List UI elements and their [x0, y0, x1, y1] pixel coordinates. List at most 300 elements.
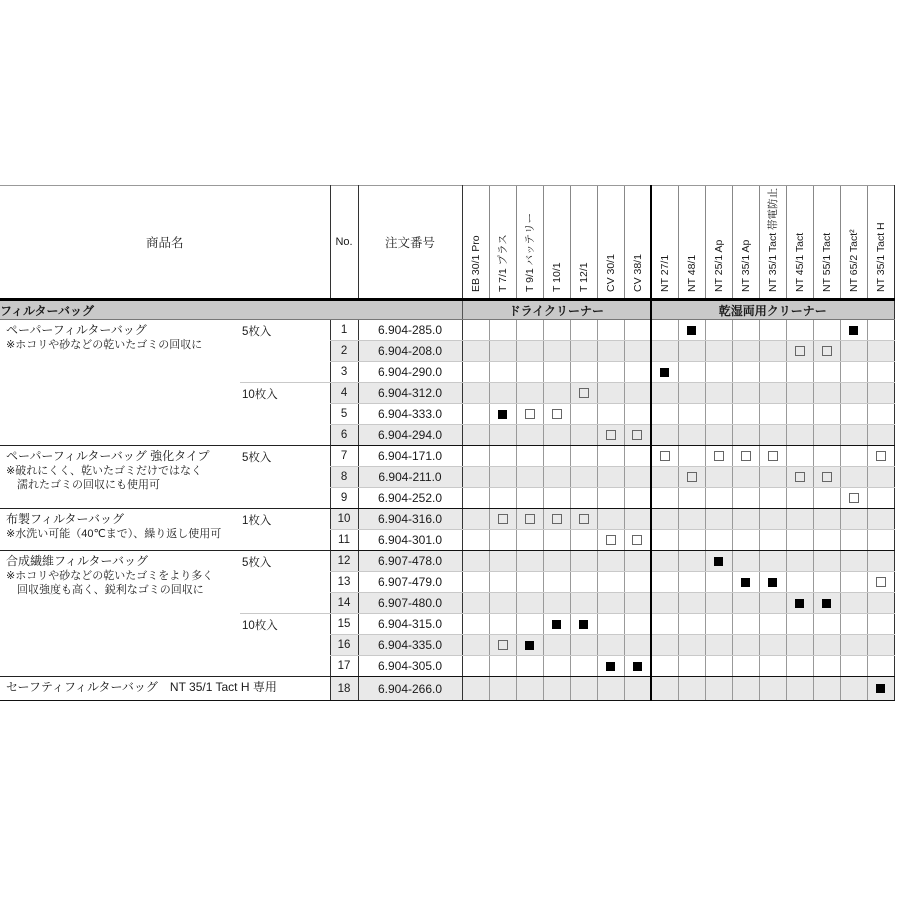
compatibility-cell — [678, 509, 705, 530]
compatibility-filled-mark — [822, 599, 831, 608]
compatibility-cell — [489, 488, 516, 509]
compatibility-cell — [624, 320, 651, 341]
compatibility-empty-mark — [498, 514, 508, 524]
model-name-vertical-label: NT 35/1 Tact 帯電防止 — [766, 187, 779, 292]
model-column-header — [813, 186, 840, 300]
compatibility-filled-mark — [714, 557, 723, 566]
product-note: 回収強度も高く、鋭利なゴミの回収に — [6, 584, 204, 597]
compatibility-cell — [516, 635, 543, 656]
compatibility-cell — [786, 383, 813, 404]
compatibility-cell — [678, 383, 705, 404]
order-number: 6.904-211.0 — [358, 467, 462, 488]
compatibility-cell — [678, 656, 705, 677]
compatibility-cell — [516, 509, 543, 530]
compatibility-cell — [462, 467, 489, 488]
compatibility-cell — [570, 446, 597, 467]
row-number: 18 — [330, 677, 358, 701]
compatibility-cell — [516, 341, 543, 362]
compatibility-cell — [651, 488, 678, 509]
compatibility-cell — [678, 614, 705, 635]
row-number: 10 — [330, 509, 358, 530]
model-name-vertical-label: CV 38/1 — [631, 254, 644, 292]
compatibility-cell — [786, 509, 813, 530]
compatibility-cell — [570, 677, 597, 701]
model-column-header — [624, 186, 651, 300]
compatibility-cell — [732, 362, 759, 383]
compatibility-cell — [759, 635, 786, 656]
compatibility-cell — [543, 572, 570, 593]
compatibility-cell — [867, 677, 894, 701]
compatibility-empty-mark — [822, 472, 832, 482]
compatibility-cell — [624, 572, 651, 593]
compatibility-cell — [516, 488, 543, 509]
compatibility-cell — [840, 530, 867, 551]
compatibility-cell — [489, 362, 516, 383]
model-column-header — [489, 186, 516, 300]
compatibility-cell — [543, 530, 570, 551]
compatibility-cell — [786, 467, 813, 488]
compatibility-cell — [867, 656, 894, 677]
order-number: 6.904-266.0 — [358, 677, 462, 701]
row-number: 3 — [330, 362, 358, 383]
compatibility-cell — [840, 425, 867, 446]
no-header: No. — [330, 186, 358, 300]
compatibility-empty-mark — [876, 577, 886, 587]
compatibility-cell — [462, 320, 489, 341]
model-name-vertical-label: NT 65/2 Tact² — [847, 229, 860, 292]
model-column-header — [786, 186, 813, 300]
model-name-vertical-label: NT 45/1 Tact — [793, 232, 806, 292]
compatibility-cell — [813, 551, 840, 572]
model-name-vertical-label: NT 35/1 Ap — [739, 239, 752, 292]
compatibility-filled-mark — [687, 326, 696, 335]
compatibility-cell — [867, 488, 894, 509]
compatibility-cell — [759, 362, 786, 383]
model-name-vertical-label: NT 35/1 Tact H — [874, 222, 887, 292]
compatibility-cell — [570, 572, 597, 593]
compatibility-filled-mark — [741, 578, 750, 587]
product-name: 合成繊維フィルターバッグ — [6, 554, 148, 568]
compatibility-cell — [705, 488, 732, 509]
compatibility-empty-mark — [687, 472, 697, 482]
compatibility-cell — [543, 467, 570, 488]
compatibility-cell — [840, 488, 867, 509]
order-number: 6.904-315.0 — [358, 614, 462, 635]
order-number: 6.904-208.0 — [358, 341, 462, 362]
compatibility-cell — [759, 341, 786, 362]
compatibility-cell — [705, 551, 732, 572]
compatibility-cell — [678, 362, 705, 383]
compatibility-cell — [651, 635, 678, 656]
dry-cleaner-group-label: ドライクリーナー — [462, 300, 651, 320]
compatibility-cell — [570, 362, 597, 383]
compatibility-cell — [543, 446, 570, 467]
compatibility-cell — [624, 488, 651, 509]
compatibility-cell — [570, 551, 597, 572]
row-number: 12 — [330, 551, 358, 572]
compatibility-cell — [732, 383, 759, 404]
order-number: 6.904-316.0 — [358, 509, 462, 530]
compatibility-cell — [543, 404, 570, 425]
section-row — [0, 300, 894, 320]
compatibility-empty-mark — [552, 409, 562, 419]
compatibility-filled-mark — [552, 620, 561, 629]
compatibility-cell — [732, 635, 759, 656]
section-title: フィルターバッグ — [0, 300, 462, 320]
order-number: 6.904-335.0 — [358, 635, 462, 656]
compatibility-cell — [624, 404, 651, 425]
compatibility-cell — [597, 509, 624, 530]
model-name-vertical-label: NT 25/1 Ap — [712, 239, 725, 292]
row-number: 11 — [330, 530, 358, 551]
compatibility-cell — [678, 404, 705, 425]
compatibility-cell — [624, 656, 651, 677]
compatibility-cell — [786, 446, 813, 467]
order-number: 6.904-171.0 — [358, 446, 462, 467]
compatibility-cell — [786, 425, 813, 446]
compatibility-cell — [489, 320, 516, 341]
compatibility-cell — [489, 656, 516, 677]
compatibility-cell — [840, 341, 867, 362]
compatibility-cell — [462, 635, 489, 656]
compatibility-cell — [462, 551, 489, 572]
compatibility-cell — [732, 509, 759, 530]
compatibility-cell — [759, 425, 786, 446]
row-number: 2 — [330, 341, 358, 362]
compatibility-cell — [840, 509, 867, 530]
compatibility-cell — [597, 614, 624, 635]
order-number: 6.904-294.0 — [358, 425, 462, 446]
compatibility-cell — [543, 509, 570, 530]
compatibility-cell — [786, 362, 813, 383]
row-number: 5 — [330, 404, 358, 425]
compatibility-cell — [786, 551, 813, 572]
compatibility-cell — [759, 530, 786, 551]
compatibility-cell — [489, 404, 516, 425]
compatibility-cell — [867, 509, 894, 530]
compatibility-cell — [597, 425, 624, 446]
row-number: 16 — [330, 635, 358, 656]
compatibility-cell — [624, 530, 651, 551]
order-number: 6.904-301.0 — [358, 530, 462, 551]
compatibility-cell — [867, 425, 894, 446]
compatibility-cell — [840, 572, 867, 593]
compatibility-empty-mark — [525, 409, 535, 419]
product-note: ※水洗い可能（40℃まで）、繰り返し使用可 — [6, 528, 222, 540]
model-name-vertical-label: T 10/1 — [550, 262, 563, 292]
compatibility-cell — [840, 467, 867, 488]
model-column-header — [705, 186, 732, 300]
compatibility-empty-mark — [579, 514, 589, 524]
model-column-header — [732, 186, 759, 300]
compatibility-cell — [786, 572, 813, 593]
compatibility-cell — [597, 551, 624, 572]
compatibility-empty-mark — [714, 451, 724, 461]
compatibility-cell — [867, 635, 894, 656]
catalog-page — [0, 185, 894, 701]
compatibility-cell — [462, 656, 489, 677]
compatibility-cell — [516, 467, 543, 488]
compatibility-cell — [678, 677, 705, 701]
compatibility-cell — [813, 341, 840, 362]
compatibility-cell — [732, 446, 759, 467]
model-name-vertical-label: EB 30/1 Pro — [469, 235, 482, 292]
model-column-header — [867, 186, 894, 300]
product-name-header: 商品名 — [0, 186, 330, 300]
compatibility-cell — [651, 572, 678, 593]
compatibility-cell — [543, 341, 570, 362]
compatibility-cell — [786, 614, 813, 635]
model-column-header — [840, 186, 867, 300]
compatibility-cell — [462, 404, 489, 425]
compatibility-cell — [678, 341, 705, 362]
compatibility-cell — [813, 635, 840, 656]
compatibility-cell — [597, 656, 624, 677]
order-number: 6.904-333.0 — [358, 404, 462, 425]
compatibility-cell — [543, 425, 570, 446]
compatibility-cell — [759, 656, 786, 677]
compatibility-cell — [597, 572, 624, 593]
model-column-header — [543, 186, 570, 300]
compatibility-cell — [543, 551, 570, 572]
pack-quantity: 5枚入 — [240, 320, 330, 383]
compatibility-cell — [732, 656, 759, 677]
compatibility-cell — [543, 488, 570, 509]
compatibility-cell — [867, 362, 894, 383]
compatibility-cell — [570, 467, 597, 488]
compatibility-filled-mark — [606, 662, 615, 671]
compatibility-cell — [813, 677, 840, 701]
compatibility-cell — [813, 404, 840, 425]
compatibility-cell — [759, 509, 786, 530]
compatibility-cell — [570, 425, 597, 446]
compatibility-cell — [489, 635, 516, 656]
compatibility-cell — [786, 677, 813, 701]
row-number: 9 — [330, 488, 358, 509]
compatibility-cell — [759, 404, 786, 425]
compatibility-cell — [651, 614, 678, 635]
order-number: 6.904-252.0 — [358, 488, 462, 509]
compatibility-cell — [678, 593, 705, 614]
compatibility-cell — [705, 404, 732, 425]
compatibility-cell — [516, 593, 543, 614]
compatibility-cell — [462, 362, 489, 383]
compatibility-filled-mark — [768, 578, 777, 587]
compatibility-cell — [813, 509, 840, 530]
compatibility-cell — [651, 593, 678, 614]
compatibility-cell — [705, 635, 732, 656]
compatibility-cell — [624, 362, 651, 383]
compatibility-empty-mark — [606, 535, 616, 545]
compatibility-cell — [462, 488, 489, 509]
compatibility-cell — [867, 530, 894, 551]
order-number: 6.904-285.0 — [358, 320, 462, 341]
compatibility-cell — [705, 383, 732, 404]
compatibility-empty-mark — [768, 451, 778, 461]
compatibility-filled-mark — [525, 641, 534, 650]
compatibility-cell — [732, 530, 759, 551]
compatibility-cell — [597, 320, 624, 341]
compatibility-cell — [462, 677, 489, 701]
compatibility-empty-mark — [795, 346, 805, 356]
compatibility-cell — [651, 362, 678, 383]
compatibility-cell — [705, 572, 732, 593]
compatibility-cell — [651, 446, 678, 467]
compatibility-cell — [570, 509, 597, 530]
compatibility-empty-mark — [849, 493, 859, 503]
compatibility-cell — [516, 320, 543, 341]
compatibility-cell — [705, 320, 732, 341]
order-number: 6.907-480.0 — [358, 593, 462, 614]
table-row — [0, 677, 894, 701]
product-note: ※ホコリや砂などの乾いたゴミをより多く — [6, 570, 214, 582]
table-row — [0, 509, 894, 530]
compatibility-cell — [705, 509, 732, 530]
compatibility-cell — [759, 467, 786, 488]
compatibility-cell — [813, 656, 840, 677]
pack-quantity: 10枚入 — [240, 383, 330, 446]
compatibility-cell — [867, 467, 894, 488]
compatibility-cell — [624, 635, 651, 656]
compatibility-filled-mark — [876, 684, 885, 693]
filter-bag-compatibility-table — [0, 185, 895, 701]
compatibility-cell — [759, 383, 786, 404]
compatibility-empty-mark — [632, 535, 642, 545]
compatibility-cell — [489, 341, 516, 362]
model-column-header — [759, 186, 786, 300]
compatibility-cell — [597, 467, 624, 488]
compatibility-cell — [516, 446, 543, 467]
row-number: 13 — [330, 572, 358, 593]
compatibility-cell — [462, 530, 489, 551]
row-number: 1 — [330, 320, 358, 341]
wet-dry-cleaner-group-label: 乾湿両用クリーナー — [651, 300, 894, 320]
compatibility-cell — [678, 425, 705, 446]
pack-quantity: 10枚入 — [240, 614, 330, 677]
compatibility-cell — [489, 614, 516, 635]
row-number: 8 — [330, 467, 358, 488]
compatibility-cell — [462, 425, 489, 446]
compatibility-cell — [786, 320, 813, 341]
compatibility-cell — [462, 383, 489, 404]
compatibility-cell — [786, 404, 813, 425]
compatibility-cell — [624, 341, 651, 362]
product-description — [0, 320, 240, 446]
compatibility-cell — [732, 341, 759, 362]
row-number: 4 — [330, 383, 358, 404]
compatibility-filled-mark — [660, 368, 669, 377]
compatibility-cell — [462, 572, 489, 593]
compatibility-cell — [543, 320, 570, 341]
row-number: 14 — [330, 593, 358, 614]
compatibility-cell — [813, 593, 840, 614]
compatibility-cell — [516, 572, 543, 593]
compatibility-cell — [489, 467, 516, 488]
compatibility-cell — [813, 467, 840, 488]
compatibility-cell — [732, 551, 759, 572]
compatibility-cell — [705, 362, 732, 383]
compatibility-cell — [489, 593, 516, 614]
compatibility-cell — [543, 383, 570, 404]
compatibility-cell — [705, 341, 732, 362]
compatibility-cell — [705, 467, 732, 488]
table-row — [0, 320, 894, 341]
compatibility-cell — [651, 383, 678, 404]
compatibility-cell — [705, 446, 732, 467]
compatibility-empty-mark — [552, 514, 562, 524]
compatibility-cell — [489, 572, 516, 593]
compatibility-cell — [597, 383, 624, 404]
compatibility-cell — [840, 677, 867, 701]
compatibility-cell — [759, 614, 786, 635]
compatibility-empty-mark — [660, 451, 670, 461]
compatibility-cell — [516, 551, 543, 572]
compatibility-cell — [570, 341, 597, 362]
compatibility-cell — [840, 404, 867, 425]
compatibility-cell — [867, 320, 894, 341]
compatibility-cell — [678, 467, 705, 488]
model-column-header — [678, 186, 705, 300]
model-column-header — [651, 186, 678, 300]
compatibility-filled-mark — [498, 410, 507, 419]
compatibility-cell — [516, 614, 543, 635]
order-number: 6.904-312.0 — [358, 383, 462, 404]
compatibility-cell — [840, 551, 867, 572]
compatibility-cell — [570, 635, 597, 656]
compatibility-filled-mark — [795, 599, 804, 608]
product-name: セーフティフィルターバッグ NT 35/1 Tact H 専用 — [6, 680, 277, 694]
compatibility-cell — [867, 446, 894, 467]
model-column-header — [516, 186, 543, 300]
compatibility-cell — [597, 404, 624, 425]
compatibility-cell — [624, 446, 651, 467]
order-number-header: 注文番号 — [358, 186, 462, 300]
compatibility-cell — [759, 677, 786, 701]
pack-quantity: 5枚入 — [240, 551, 330, 614]
compatibility-empty-mark — [579, 388, 589, 398]
compatibility-cell — [624, 593, 651, 614]
product-description — [0, 677, 330, 701]
product-description — [0, 509, 240, 551]
compatibility-cell — [840, 383, 867, 404]
pack-quantity: 5枚入 — [240, 446, 330, 509]
compatibility-cell — [597, 488, 624, 509]
row-number: 15 — [330, 614, 358, 635]
order-number: 6.904-290.0 — [358, 362, 462, 383]
compatibility-cell — [570, 593, 597, 614]
compatibility-cell — [543, 677, 570, 701]
compatibility-empty-mark — [606, 430, 616, 440]
compatibility-cell — [867, 551, 894, 572]
compatibility-cell — [732, 614, 759, 635]
compatibility-filled-mark — [633, 662, 642, 671]
compatibility-cell — [705, 593, 732, 614]
compatibility-empty-mark — [525, 514, 535, 524]
compatibility-cell — [786, 635, 813, 656]
compatibility-cell — [732, 320, 759, 341]
compatibility-cell — [678, 446, 705, 467]
compatibility-cell — [813, 425, 840, 446]
compatibility-cell — [759, 488, 786, 509]
compatibility-cell — [570, 530, 597, 551]
table-header-row — [0, 186, 894, 300]
compatibility-cell — [867, 572, 894, 593]
compatibility-cell — [678, 320, 705, 341]
compatibility-cell — [840, 362, 867, 383]
compatibility-cell — [489, 425, 516, 446]
compatibility-cell — [516, 362, 543, 383]
compatibility-cell — [597, 446, 624, 467]
